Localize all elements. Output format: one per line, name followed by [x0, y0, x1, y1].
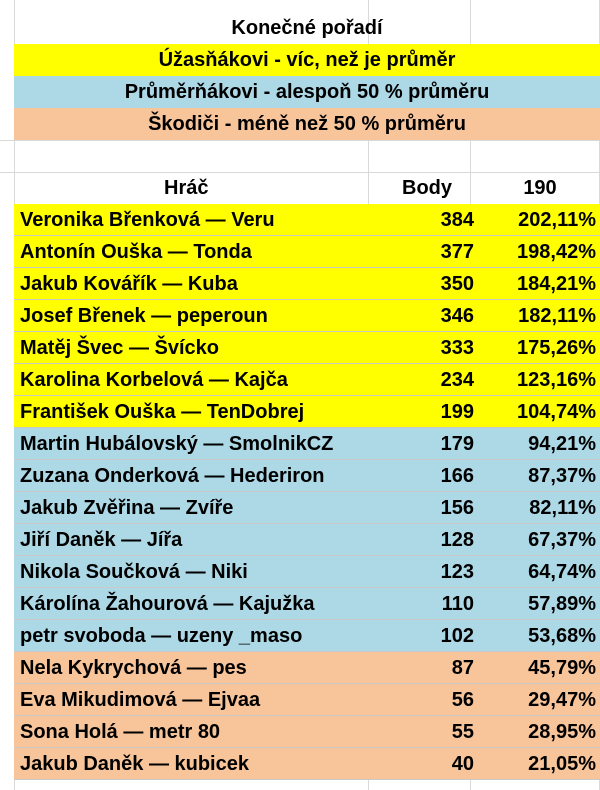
player-percent[interactable]: 87,37% — [528, 465, 596, 487]
player-name[interactable]: Eva Mikudimová — Ejvaa — [20, 689, 261, 711]
table-row[interactable] — [14, 492, 600, 524]
player-name[interactable]: Josef Břenek — peperoun — [20, 305, 268, 327]
player-points[interactable]: 128 — [440, 529, 474, 551]
table-row[interactable] — [14, 524, 600, 556]
table-row[interactable] — [14, 268, 600, 300]
player-points[interactable]: 40 — [451, 753, 474, 775]
player-name[interactable]: Karolina Korbelová — Kajča — [20, 369, 288, 391]
table-row[interactable] — [14, 588, 600, 620]
table-row[interactable] — [14, 652, 600, 684]
player-name[interactable]: Sona Holá — metr 80 — [20, 721, 221, 743]
player-name[interactable]: Károlína Žahourová — Kajužka — [20, 593, 315, 615]
player-percent[interactable]: 64,74% — [528, 561, 596, 583]
table-row[interactable] — [14, 716, 600, 748]
grid-line — [0, 140, 600, 141]
player-percent[interactable]: 104,74% — [517, 401, 596, 423]
legend-top-cell[interactable] — [14, 44, 600, 76]
player-name[interactable]: Jakub Zvěřina — Zvíře — [20, 497, 234, 519]
player-percent[interactable]: 94,21% — [528, 433, 596, 455]
player-percent[interactable]: 184,21% — [517, 273, 596, 295]
legend-low-label: Škodiči - méně než 50 % průměru — [148, 112, 466, 135]
table-row[interactable] — [14, 332, 600, 364]
player-points[interactable]: 55 — [451, 721, 474, 743]
page-title: Konečné pořadí — [231, 16, 383, 39]
table-row[interactable] — [14, 396, 600, 428]
header-avg[interactable]: 190 — [523, 177, 557, 199]
player-points[interactable]: 234 — [440, 369, 474, 391]
player-name[interactable]: Matěj Švec — Švícko — [20, 337, 219, 359]
player-name[interactable]: Martin Hubálovský — SmolnikCZ — [20, 433, 334, 455]
player-percent[interactable]: 198,42% — [517, 241, 596, 263]
player-name[interactable]: Nela Kykrychová — pes — [20, 657, 247, 679]
player-points[interactable]: 333 — [440, 337, 474, 359]
table-row[interactable] — [14, 620, 600, 652]
player-percent[interactable]: 67,37% — [528, 529, 596, 551]
legend-mid-cell[interactable] — [14, 76, 600, 108]
legend-top-label: Úžasňákovi - víc, než je průměr — [158, 48, 456, 71]
player-percent[interactable]: 29,47% — [528, 689, 596, 711]
player-points[interactable]: 110 — [441, 593, 474, 615]
player-percent[interactable]: 57,89% — [528, 593, 596, 615]
table-row[interactable] — [14, 364, 600, 396]
player-name[interactable]: petr svoboda — uzeny _maso — [20, 625, 303, 647]
player-percent[interactable]: 202,11% — [518, 209, 596, 231]
table-row[interactable] — [14, 428, 600, 460]
player-points[interactable]: 350 — [440, 273, 474, 295]
player-points[interactable]: 102 — [440, 625, 474, 647]
player-points[interactable]: 123 — [440, 561, 474, 583]
player-percent[interactable]: 175,26% — [517, 337, 596, 359]
legend-low-cell[interactable] — [14, 108, 600, 140]
player-percent[interactable]: 82,11% — [529, 497, 596, 519]
player-name[interactable]: Nikola Součková — Niki — [20, 561, 248, 583]
player-points[interactable]: 199 — [440, 401, 474, 423]
player-name[interactable]: Jiří Daněk — Jířa — [20, 529, 183, 551]
legend-mid-label: Průměrňákovi - alespoň 50 % průměru — [124, 80, 490, 103]
table-row[interactable] — [14, 460, 600, 492]
player-points[interactable]: 377 — [440, 241, 474, 263]
title-cell[interactable] — [14, 12, 600, 44]
player-percent[interactable]: 123,16% — [517, 369, 596, 391]
player-points[interactable]: 179 — [440, 433, 474, 455]
player-points[interactable]: 156 — [440, 497, 474, 519]
header-points[interactable]: Body — [402, 177, 452, 199]
player-percent[interactable]: 45,79% — [528, 657, 596, 679]
player-points[interactable]: 56 — [451, 689, 474, 711]
player-name[interactable]: Jakub Kovářík — Kuba — [20, 273, 238, 295]
player-name[interactable]: Veronika Břenková — Veru — [20, 209, 275, 231]
header-player[interactable]: Hráč — [164, 177, 209, 199]
player-name[interactable]: František Ouška — TenDobrej — [20, 401, 305, 423]
player-name[interactable]: Jakub Daněk — kubicek — [20, 753, 249, 775]
player-points[interactable]: 166 — [440, 465, 474, 487]
player-percent[interactable]: 53,68% — [528, 625, 596, 647]
player-percent[interactable]: 182,11% — [518, 305, 596, 327]
table-row[interactable] — [14, 204, 600, 236]
table-row[interactable] — [14, 748, 600, 780]
table-row[interactable] — [14, 236, 600, 268]
table-header — [14, 172, 600, 204]
player-points[interactable]: 346 — [440, 305, 474, 327]
player-points[interactable]: 384 — [440, 209, 474, 231]
table-row[interactable] — [14, 556, 600, 588]
table-row[interactable] — [14, 684, 600, 716]
player-points[interactable]: 87 — [451, 657, 474, 679]
player-percent[interactable]: 21,05% — [528, 753, 596, 775]
player-name[interactable]: Zuzana Onderková — Hederiron — [20, 465, 325, 487]
table-row[interactable] — [14, 300, 600, 332]
player-percent[interactable]: 28,95% — [528, 721, 596, 743]
player-name[interactable]: Antonín Ouška — Tonda — [20, 241, 252, 263]
